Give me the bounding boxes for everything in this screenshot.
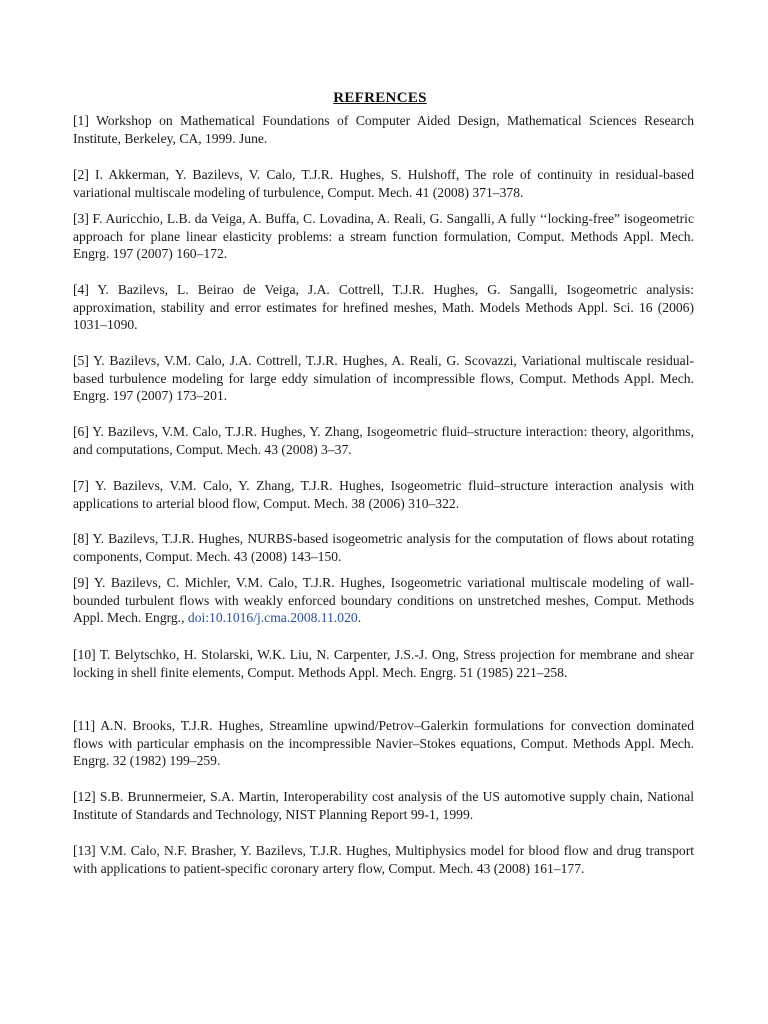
reference-13: [13] V.M. Calo, N.F. Brasher, Y. Bazilevs, T.J.R. Hughes, Multiphysics model for blood flow and drug transport with applications to patient-specific coronary artery flow, Comput. Mech. 43 (2008) 161–177. <box>73 843 694 876</box>
reference-5: [5] Y. Bazilevs, V.M. Calo, J.A. Cottrell, T.J.R. Hughes, A. Reali, G. Scovazzi, Variational multiscale residual-based turbulence modeling for large eddy simulation of incompressible flows, Comput. Methods Appl. Mech. Engrg. 197 (2007) 173–201. <box>73 353 694 403</box>
reference-9-tail: . <box>357 610 362 625</box>
reference-12: [12] S.B. Brunnermeier, S.A. Martin, Interoperability cost analysis of the US automotive supply chain, National Institute of Standards and Technology, NIST Planning Report 99-1, 1999. <box>73 789 694 822</box>
reference-9-text: [9] Y. Bazilevs, C. Michler, V.M. Calo, T.J.R. Hughes, Isogeometric variational multiscale modeling of wall-bounded turbulent flows with weakly enforced boundary conditions on unstretched meshes, Comput. Methods Appl. Mech. Engrg., <box>73 575 694 625</box>
reference-2: [2] I. Akkerman, Y. Bazilevs, V. Calo, T.J.R. Hughes, S. Hulshoff, The role of continuity in residual-based variational multiscale modeling of turbulence, Comput. Mech. 41 (2008) 371–378. <box>73 167 694 200</box>
reference-1: [1] Workshop on Mathematical Foundations of Computer Aided Design, Mathematical Sciences Research Institute, Berkeley, CA, 1999. June. <box>73 113 694 146</box>
reference-9-doi-link[interactable]: doi:10.1016/j.cma.2008.11.020 <box>187 610 358 625</box>
reference-8: [8] Y. Bazilevs, T.J.R. Hughes, NURBS-based isogeometric analysis for the computation of flows about rotating components, Comput. Mech. 43 (2008) 143–150. <box>73 531 694 564</box>
reference-7: [7] Y. Bazilevs, V.M. Calo, Y. Zhang, T.J.R. Hughes, Isogeometric fluid–structure interaction analysis with applications to arterial blood flow, Comput. Mech. 38 (2006) 310–322. <box>73 478 694 511</box>
reference-3: [3] F. Auricchio, L.B. da Veiga, A. Buffa, C. Lovadina, A. Reali, G. Sangalli, A fully ‘‘locking-free” isogeometric approach for plane linear elasticity problems: a stream function formulation, Comput. Methods Appl. Mech. Engrg. 197 (2007) 160–172. <box>73 211 694 261</box>
reference-11: [11] A.N. Brooks, T.J.R. Hughes, Streamline upwind/Petrov–Galerkin formulations for convection dominated flows with particular emphasis on the incompressible Navier–Stokes equations, Comput. Methods Appl. Mech. Engrg. 32 (1982) 199–259. <box>73 718 694 768</box>
reference-4: [4] Y. Bazilevs, L. Beirao de Veiga, J.A. Cottrell, T.J.R. Hughes, G. Sangalli, Isogeometric analysis: approximation, stability and error estimates for hrefined meshes, Math. Models Methods Appl. Sci. 16 (2006) 1031–1090. <box>73 282 694 332</box>
reference-6: [6] Y. Bazilevs, V.M. Calo, T.J.R. Hughes, Y. Zhang, Isogeometric fluid–structure interaction: theory, algorithms, and computations, Comput. Mech. 43 (2008) 3–37. <box>73 424 694 457</box>
reference-10: [10] T. Belytschko, H. Stolarski, W.K. Liu, N. Carpenter, J.S.-J. Ong, Stress projection for membrane and shear locking in shell finite elements, Comput. Methods Appl. Mech. Engrg. 51 (1985) 221–258. <box>73 647 694 680</box>
references-heading: REFRENCES <box>333 90 427 106</box>
reference-9 <box>73 574 694 627</box>
